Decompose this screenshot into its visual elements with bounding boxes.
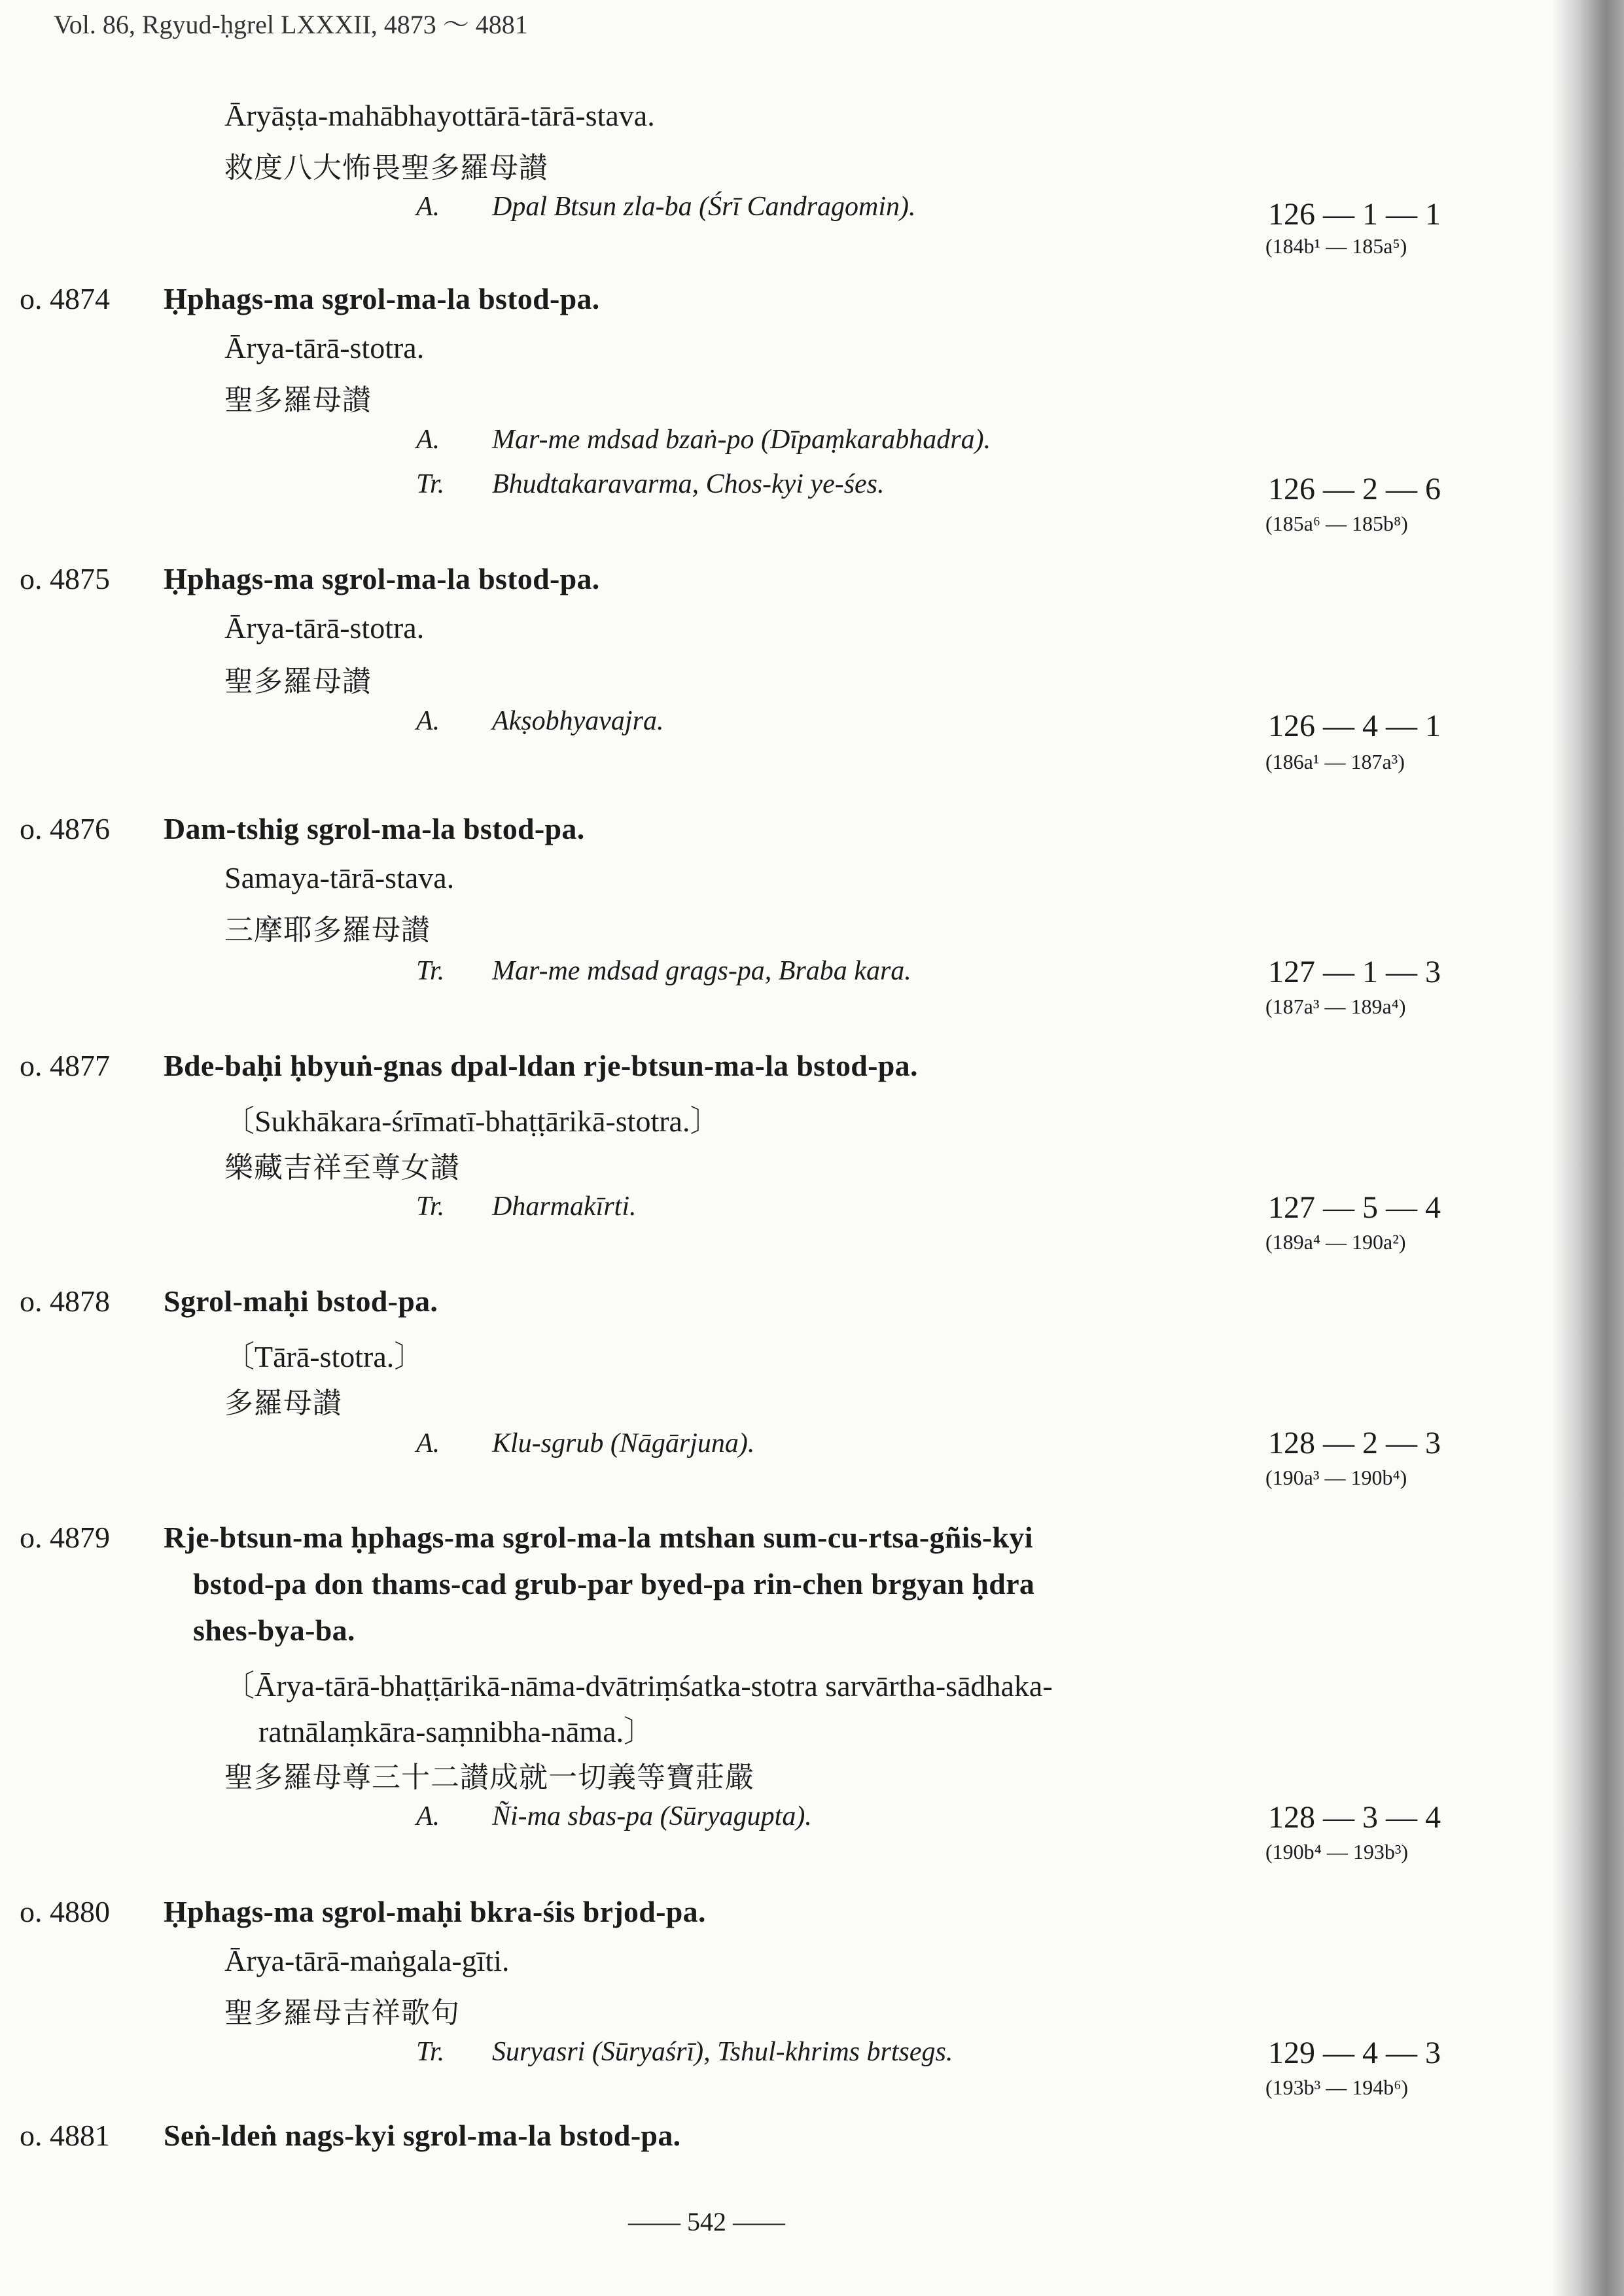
entry-4873-sanskrit-title: Āryāṣṭa-mahābhayottārā-tārā-stava.: [224, 99, 655, 132]
entry-4874-tibetan-title: Ḥphags-ma sgrol-ma-la bstod-pa.: [164, 282, 600, 315]
entry-4881-number: o. 4881: [20, 2119, 110, 2152]
entry-4873-credit-name: Dpal Btsun zla-ba (Śrī Candragomin).: [492, 192, 916, 222]
entry-4878-chinese-title: 多羅母讃: [224, 1386, 342, 1420]
entry-4878-credit-name: Klu-sgrub (Nāgārjuna).: [492, 1428, 755, 1458]
entry-4879-folio: (190b⁴ — 193b³): [1265, 1840, 1409, 1863]
entry-4878-folio: (190a³ — 190b⁴): [1265, 1466, 1407, 1489]
entry-4879-reference: 128 — 3 — 4: [1268, 1800, 1441, 1835]
entry-4874-credit-role: A.: [416, 425, 440, 455]
entry-4880-folio: (193b³ — 194b⁶): [1265, 2075, 1409, 2099]
entry-4873-credit-role: A.: [416, 192, 440, 222]
entry-4878-number: o. 4878: [20, 1284, 110, 1318]
entry-4876-folio: (187a³ — 189a⁴): [1265, 995, 1406, 1018]
entry-4876-number: o. 4876: [20, 812, 110, 845]
entry-4876-credit-name: Mar-me mdsad grags-pa, Braba kara.: [492, 956, 911, 986]
entry-4878-credit-role: A.: [416, 1428, 440, 1458]
entry-4880-number: o. 4880: [20, 1895, 110, 1928]
entry-4874-folio: (185a⁶ — 185b⁸): [1265, 512, 1408, 535]
entry-4873-folio: (184b¹ — 185a⁵): [1265, 234, 1407, 258]
entry-4879-tibetan-title: shes-bya-ba.: [193, 1614, 355, 1647]
entry-4873-reference: 126 — 1 — 1: [1268, 197, 1441, 232]
entry-4874-chinese-title: 聖多羅母讃: [224, 383, 372, 417]
entry-4879-chinese-title: 聖多羅母尊三十二讃成就一切義等寶莊嚴: [224, 1761, 754, 1794]
entry-4880-credit-name: Suryasri (Sūryaśrī), Tshul-khrims brtsegs.: [492, 2037, 953, 2067]
entry-4877-credit-name: Dharmakīrti.: [492, 1192, 637, 1222]
entry-4874-number: o. 4874: [20, 282, 110, 315]
entry-4879-credit-role: A.: [416, 1801, 440, 1831]
entry-4877-credit-role: Tr.: [416, 1192, 445, 1222]
entry-4877-reference: 127 — 5 — 4: [1268, 1190, 1441, 1225]
entry-4876-reference: 127 — 1 — 3: [1268, 955, 1441, 989]
entry-4877-number: o. 4877: [20, 1049, 110, 1082]
entry-4874-sanskrit-title: Ārya-tārā-stotra.: [224, 331, 425, 364]
entry-4874-reference: 126 — 2 — 6: [1268, 472, 1441, 506]
page-number: —— 542 ——: [628, 2207, 785, 2236]
entry-4879-number: o. 4879: [20, 1521, 110, 1554]
entry-4875-folio: (186a¹ — 187a³): [1265, 750, 1405, 773]
running-header: Vol. 86, Rgyud-ḥgrel LXXXII, 4873 ～ 4881: [54, 10, 528, 39]
scanned-page-edge-shadow: [1552, 0, 1624, 2296]
entry-4879-tibetan-title: bstod-pa don thams-cad grub-par byed-pa rin-chen brgyan ḥdra: [193, 1567, 1035, 1600]
entry-4875-number: o. 4875: [20, 562, 110, 595]
entry-4875-credit-role: A.: [416, 706, 440, 736]
entry-4876-tibetan-title: Dam-tshig sgrol-ma-la bstod-pa.: [164, 812, 585, 845]
entry-4876-credit-role: Tr.: [416, 956, 445, 986]
entry-4879-credit-name: Ñi-ma sbas-pa (Sūryagupta).: [492, 1801, 812, 1831]
entry-4881-tibetan-title: Seṅ-ldeṅ nags-kyi sgrol-ma-la bstod-pa.: [164, 2119, 681, 2152]
entry-4875-reference: 126 — 4 — 1: [1268, 709, 1441, 743]
entry-4876-sanskrit-title: Samaya-tārā-stava.: [224, 861, 455, 894]
entry-4877-tibetan-title: Bde-baḥi ḥbyuṅ-gnas dpal-ldan rje-btsun-ma-la bstod-pa.: [164, 1049, 918, 1082]
entry-4874-credit-name: Mar-me mdsad bzaṅ-po (Dīpaṃkarabhadra).: [492, 425, 991, 455]
entry-4880-reference: 129 — 4 — 3: [1268, 2036, 1441, 2070]
entry-4878-reference: 128 — 2 — 3: [1268, 1426, 1441, 1460]
entry-4874-credit-role: Tr.: [416, 469, 445, 499]
entry-4880-chinese-title: 聖多羅母吉祥歌句: [224, 1996, 460, 2030]
entry-4874-credit-name: Bhudtakaravarma, Chos-kyi ye-śes.: [492, 469, 885, 499]
entry-4875-credit-name: Akṣobhyavajra.: [492, 706, 664, 736]
entry-4879-sanskrit-title: ratnālaṃkāra-saṃnibha-nāma.〕: [258, 1715, 654, 1748]
entry-4877-sanskrit-title: 〔Sukhākara-śrīmatī-bhaṭṭārikā-stotra.〕: [224, 1104, 720, 1138]
entry-4878-sanskrit-title: 〔Tārā-stotra.〕: [224, 1340, 425, 1373]
entry-4875-sanskrit-title: Ārya-tārā-stotra.: [224, 611, 425, 645]
entry-4880-sanskrit-title: Ārya-tārā-maṅgala-gīti.: [224, 1944, 510, 1977]
entry-4877-folio: (189a⁴ — 190a²): [1265, 1230, 1406, 1254]
entry-4877-chinese-title: 樂藏吉祥至尊女讃: [224, 1151, 460, 1184]
entry-4878-tibetan-title: Sgrol-maḥi bstod-pa.: [164, 1284, 438, 1318]
entry-4875-tibetan-title: Ḥphags-ma sgrol-ma-la bstod-pa.: [164, 562, 600, 595]
entry-4880-credit-role: Tr.: [416, 2037, 445, 2067]
entry-4879-tibetan-title: Rje-btsun-ma ḥphags-ma sgrol-ma-la mtshan sum-cu-rtsa-gñis-kyi: [164, 1521, 1033, 1554]
entry-4876-chinese-title: 三摩耶多羅母讃: [224, 913, 431, 947]
entry-4875-chinese-title: 聖多羅母讃: [224, 665, 372, 698]
entry-4873-chinese-title: 救度八大怖畏聖多羅母讃: [224, 151, 548, 185]
entry-4880-tibetan-title: Ḥphags-ma sgrol-maḥi bkra-śis brjod-pa.: [164, 1895, 706, 1928]
entry-4879-sanskrit-title: 〔Ārya-tārā-bhaṭṭārikā-nāma-dvātriṃśatka-stotra sarvārtha-sādhaka-: [224, 1669, 1053, 1703]
